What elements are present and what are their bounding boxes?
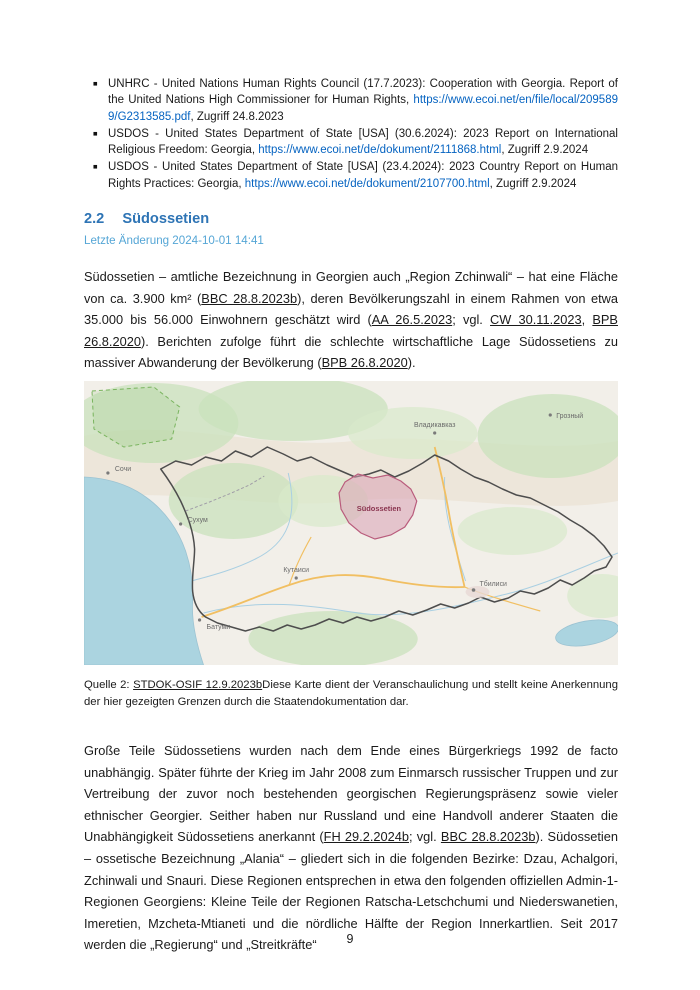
- reference-text: [108, 128, 618, 156]
- map-label-kutaisi: Кутаиси: [283, 567, 310, 575]
- map-label-grozny: Грозный: [556, 413, 584, 421]
- source-reference-link[interactable]: BPB 26.8.2020: [84, 312, 618, 349]
- reference-item: [84, 126, 618, 159]
- text-segment: ).: [407, 355, 416, 371]
- bullet-icon: ■: [93, 162, 98, 172]
- text-segment: Quelle 2:: [84, 679, 134, 692]
- south-ossetia-label: Südossetien: [356, 504, 402, 514]
- city-marker: [295, 576, 298, 579]
- map-caption: [84, 677, 618, 710]
- reference-item: [84, 159, 618, 192]
- section-heading: [84, 211, 618, 227]
- external-link[interactable]: https://www.ecoi.net/de/dokument/2111868.html: [258, 144, 502, 157]
- source-reference-link[interactable]: STDOK-OSIF 12.9.2023b: [133, 679, 263, 692]
- city-marker: [549, 413, 552, 416]
- city-marker: [198, 618, 201, 621]
- text-segment: ). Berichten zufolge führt die schlechte wirtschaftliche Lage Südossetiens zu massiver Abwanderung der Bevölkerung (: [84, 333, 618, 371]
- reference-item: [84, 76, 618, 125]
- forest-area: [458, 507, 568, 555]
- last-change-note: Letzte Änderung 2024-10-01 14:41: [84, 234, 264, 248]
- intro-paragraph: [84, 266, 618, 374]
- text-segment: ), deren Bevölkerungszahl in einem Rahmen von etwa 35.000 bis 56.000 Einwohnern geschätzt wird (: [84, 290, 618, 328]
- map-label-sukhum: Сухум: [187, 517, 208, 525]
- city-marker: [472, 588, 476, 592]
- external-link[interactable]: https://www.ecoi.net/de/dokument/2107700.html: [244, 177, 490, 190]
- text-segment: ,: [581, 312, 593, 328]
- external-link[interactable]: https://www.ecoi.net/en/file/local/2095899/G2313585.pdf: [108, 94, 618, 123]
- city-marker: [106, 471, 109, 474]
- text-segment: Große Teile Südossetiens wurden nach dem Ende eines Bürgerkriegs 1992 de facto unabhängig. Später führte der Krieg im Jahr 2008 zum Einmarsch russischer Truppen und zur Vertreibung der zuvor noch bestehenden georgischen Regierungspräsenz sowie vieler ethnischer Georgier. Seither haben nur Russland und eine Handvoll anderer Staaten die Unabhängigkeit Südossetiens anerkannt (: [84, 743, 618, 845]
- map-label-batumi: Батуми: [206, 624, 231, 632]
- references-list: [84, 76, 618, 192]
- reference-text: [108, 161, 618, 189]
- source-reference-link[interactable]: FH 29.2.2024b: [323, 829, 409, 845]
- bullet-icon: ■: [93, 79, 98, 88]
- section-number: 2.2: [84, 211, 105, 228]
- source-reference-link[interactable]: BBC 28.8.2023b: [201, 290, 298, 306]
- source-reference-link[interactable]: BPB 26.8.2020: [321, 355, 408, 371]
- source-reference-link[interactable]: CW 30.11.2023: [490, 312, 582, 328]
- text-segment: Diese Karte dient der Veranschaulichung und stellt keine Anerkennung der hier gezeigten Grenzen durch die Staatendokumentation dar.: [84, 679, 618, 708]
- text-segment: ; vgl.: [408, 829, 441, 845]
- text-segment: ; vgl.: [452, 312, 491, 328]
- map-image: [84, 381, 618, 665]
- text-segment: , Zugriff 2.9.2024: [489, 177, 577, 190]
- bullet-icon: ■: [93, 128, 98, 138]
- text-segment: ). Südossetien – ossetische Bezeichnung „Alania“ – gliedert sich in die folgenden Bezirke: Dzau, Achalgori, Zchinwali und Snauri. Diese Regionen entsprechen in etwa den folgenden offiziellen Admin-1-Regionen Georgiens: Kleine Teile der Regionen Ratscha-Letschchumi und Niederswanetien, Imeretien, Mzcheta-Mtianeti und die nördliche Hälfte der Region Innerkartlien. Seit 2017 werden die „Regierung“ und „Streitkräfte“: [84, 829, 618, 953]
- map-label-sochi: Сочи: [114, 466, 132, 474]
- map-label-vladikavkaz: Владикавказ: [413, 422, 456, 430]
- section-title: Südossetien: [122, 211, 210, 228]
- source-reference-link[interactable]: BBC 28.8.2023b: [440, 829, 536, 845]
- body-paragraph: [84, 740, 618, 956]
- reference-text: [108, 78, 618, 123]
- forest-area: [348, 407, 478, 459]
- text-segment: , Zugriff 24.8.2023: [190, 110, 284, 123]
- source-reference-link[interactable]: AA 26.5.2023: [371, 312, 453, 328]
- map-label-tbilisi: Тбилиси: [479, 581, 507, 589]
- page-number: 9: [346, 932, 354, 946]
- text-segment: Südossetien – amtliche Bezeichnung in Georgien auch „Region Zchinwali“ – hat eine Fläche von ca. 3.900 km² (: [84, 269, 618, 306]
- map-figure: [84, 381, 618, 665]
- forest-area: [248, 611, 417, 665]
- text-segment: USDOS - United States Department of State [USA] (30.6.2024): 2023 Report on International Religious Freedom: Georgia,: [108, 127, 618, 157]
- text-segment: UNHRC - United Nations Human Rights Council (17.7.2023): Cooperation with Georgia. Report of the United Nations High Commissioner for Human Rights,: [108, 78, 618, 107]
- text-segment: , Zugriff 2.9.2024: [501, 144, 589, 157]
- city-marker: [433, 431, 436, 434]
- text-segment: USDOS - United States Department of State [USA] (23.4.2024): 2023 Country Report on Human Rights Practices: Georgia,: [108, 161, 618, 190]
- city-marker: [179, 522, 182, 525]
